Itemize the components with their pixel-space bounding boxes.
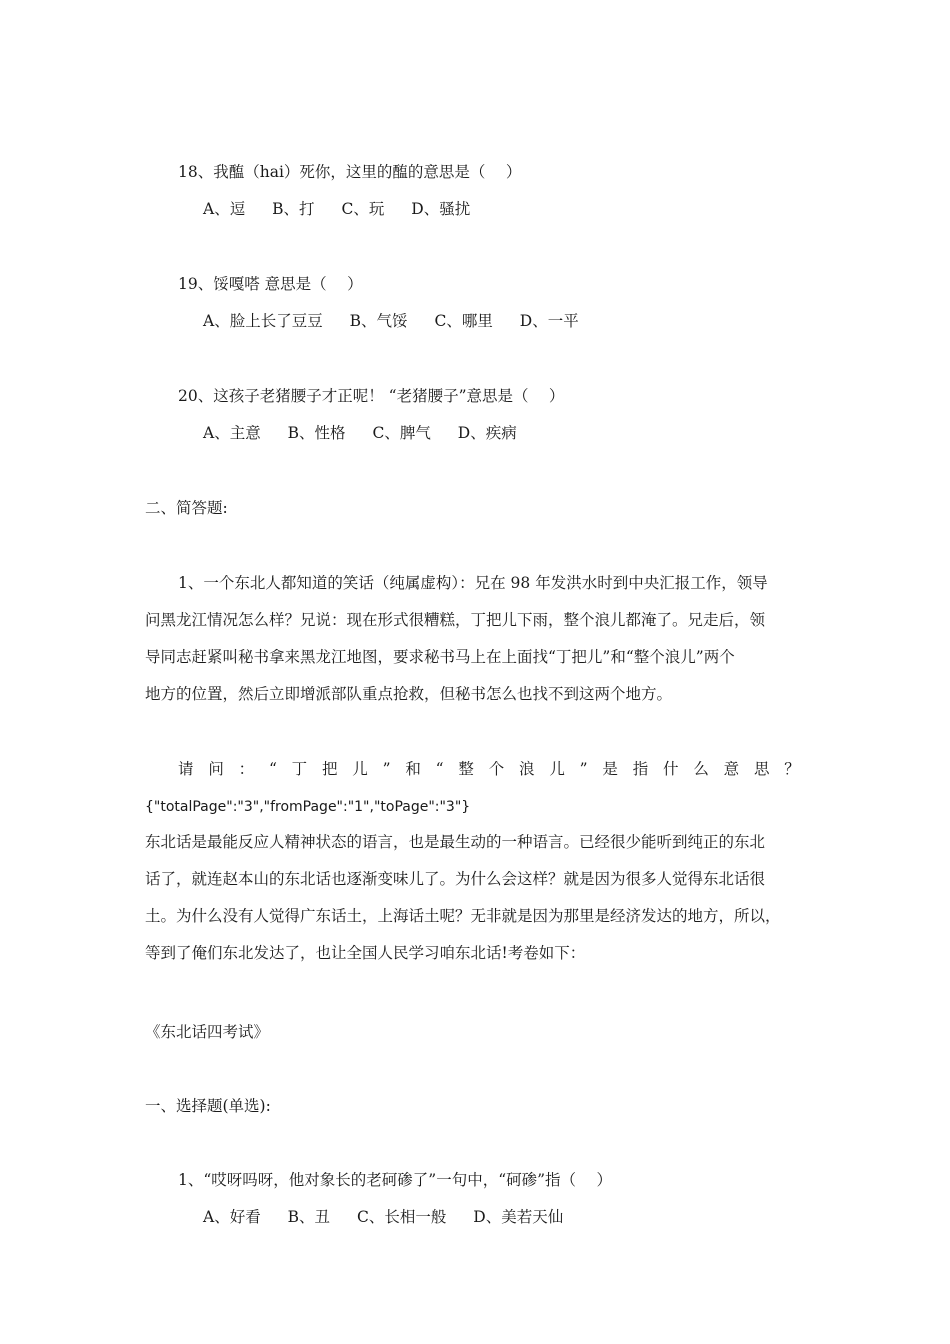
option-c: C、玩: [341, 200, 385, 218]
essay-line: 1、一个东北人都知道的笑话（纯属虚构）：兄在 98 年发洪水时到中央汇报工作，领导: [178, 574, 768, 592]
essay-question-1: [145, 565, 809, 713]
option-b: B、丑: [287, 1208, 331, 1226]
question-18-options: [203, 199, 492, 219]
option-a: A、逗: [203, 200, 246, 218]
option-c: C、哪里: [434, 312, 493, 330]
page-meta-text: {"totalPage":"3","fromPage":"1","toPage":"3"}: [145, 799, 471, 815]
section-2-title: 二、简答题:: [145, 499, 228, 517]
question-19-options: [203, 311, 601, 331]
option-d: D、骚扰: [411, 200, 471, 218]
essay-line: 地方的位置，然后立即增派部队重点抢救，但秘书怎么也找不到这两个地方。: [145, 685, 673, 703]
question-20-options: [203, 423, 539, 443]
option-d: D、美若天仙: [473, 1208, 564, 1226]
intro-line: 话了，就连赵本山的东北话也逐渐变味儿了。为什么会这样？就是因为很多人觉得东北话很: [145, 870, 766, 888]
essay-line: 导同志赶紧叫秘书拿来黑龙江地图，要求秘书马上在上面找“丁把儿”和“整个浪儿”两个: [145, 648, 735, 666]
intro-paragraph: [145, 824, 809, 972]
option-b: B、气馁: [349, 312, 408, 330]
option-a: A、好看: [203, 1208, 261, 1226]
question-19-stem: 19、馁嘎嗒 意思是（ ）: [178, 275, 363, 293]
essay-line: 问黑龙江情况怎么样？兄说：现在形式很糟糕，丁把儿下雨，整个浪儿都淹了。兄走后，领: [145, 611, 766, 629]
exam-title: 《东北话四考试》: [145, 1023, 270, 1041]
option-a: A、主意: [203, 424, 261, 442]
option-b: B、打: [272, 200, 315, 218]
question-18-stem: 18、我醢（hai）死你，这里的醢的意思是（ ）: [178, 163, 522, 181]
intro-line: 土。为什么没有人觉得广东话土，上海话土呢？无非就是因为那里是经济发达的地方，所以，: [145, 907, 781, 925]
section-1-title: 一、选择题(单选):: [145, 1097, 271, 1115]
question-1-options: [203, 1207, 585, 1227]
intro-line: 东北话是最能反应人精神状态的语言，也是最生动的一种语言。已经很少能听到纯正的东北: [145, 833, 766, 851]
intro-line: 等到了俺们东北发达了，也让全国人民学习咱东北话!考卷如下：: [145, 944, 586, 962]
essay-question-prompt: 请 问 ： “ 丁 把 儿 ” 和 “ 整 个 浪 儿 ” 是 指 什 么 意 思 ？: [178, 760, 800, 778]
question-20-stem: 20、这孩子老猪腰子才正呢！ “老猪腰子”意思是（ ）: [178, 387, 565, 405]
option-b: B、性格: [287, 424, 346, 442]
option-d: D、一平: [519, 312, 579, 330]
option-a: A、脸上长了豆豆: [203, 312, 323, 330]
option-c: C、脾气: [372, 424, 431, 442]
option-d: D、疾病: [457, 424, 517, 442]
option-c: C、长相一般: [356, 1208, 447, 1226]
question-1-stem: 1、“哎呀吗呀，他对象长的老砢碜了”一句中，“砢碜”指（ ）: [178, 1171, 612, 1189]
